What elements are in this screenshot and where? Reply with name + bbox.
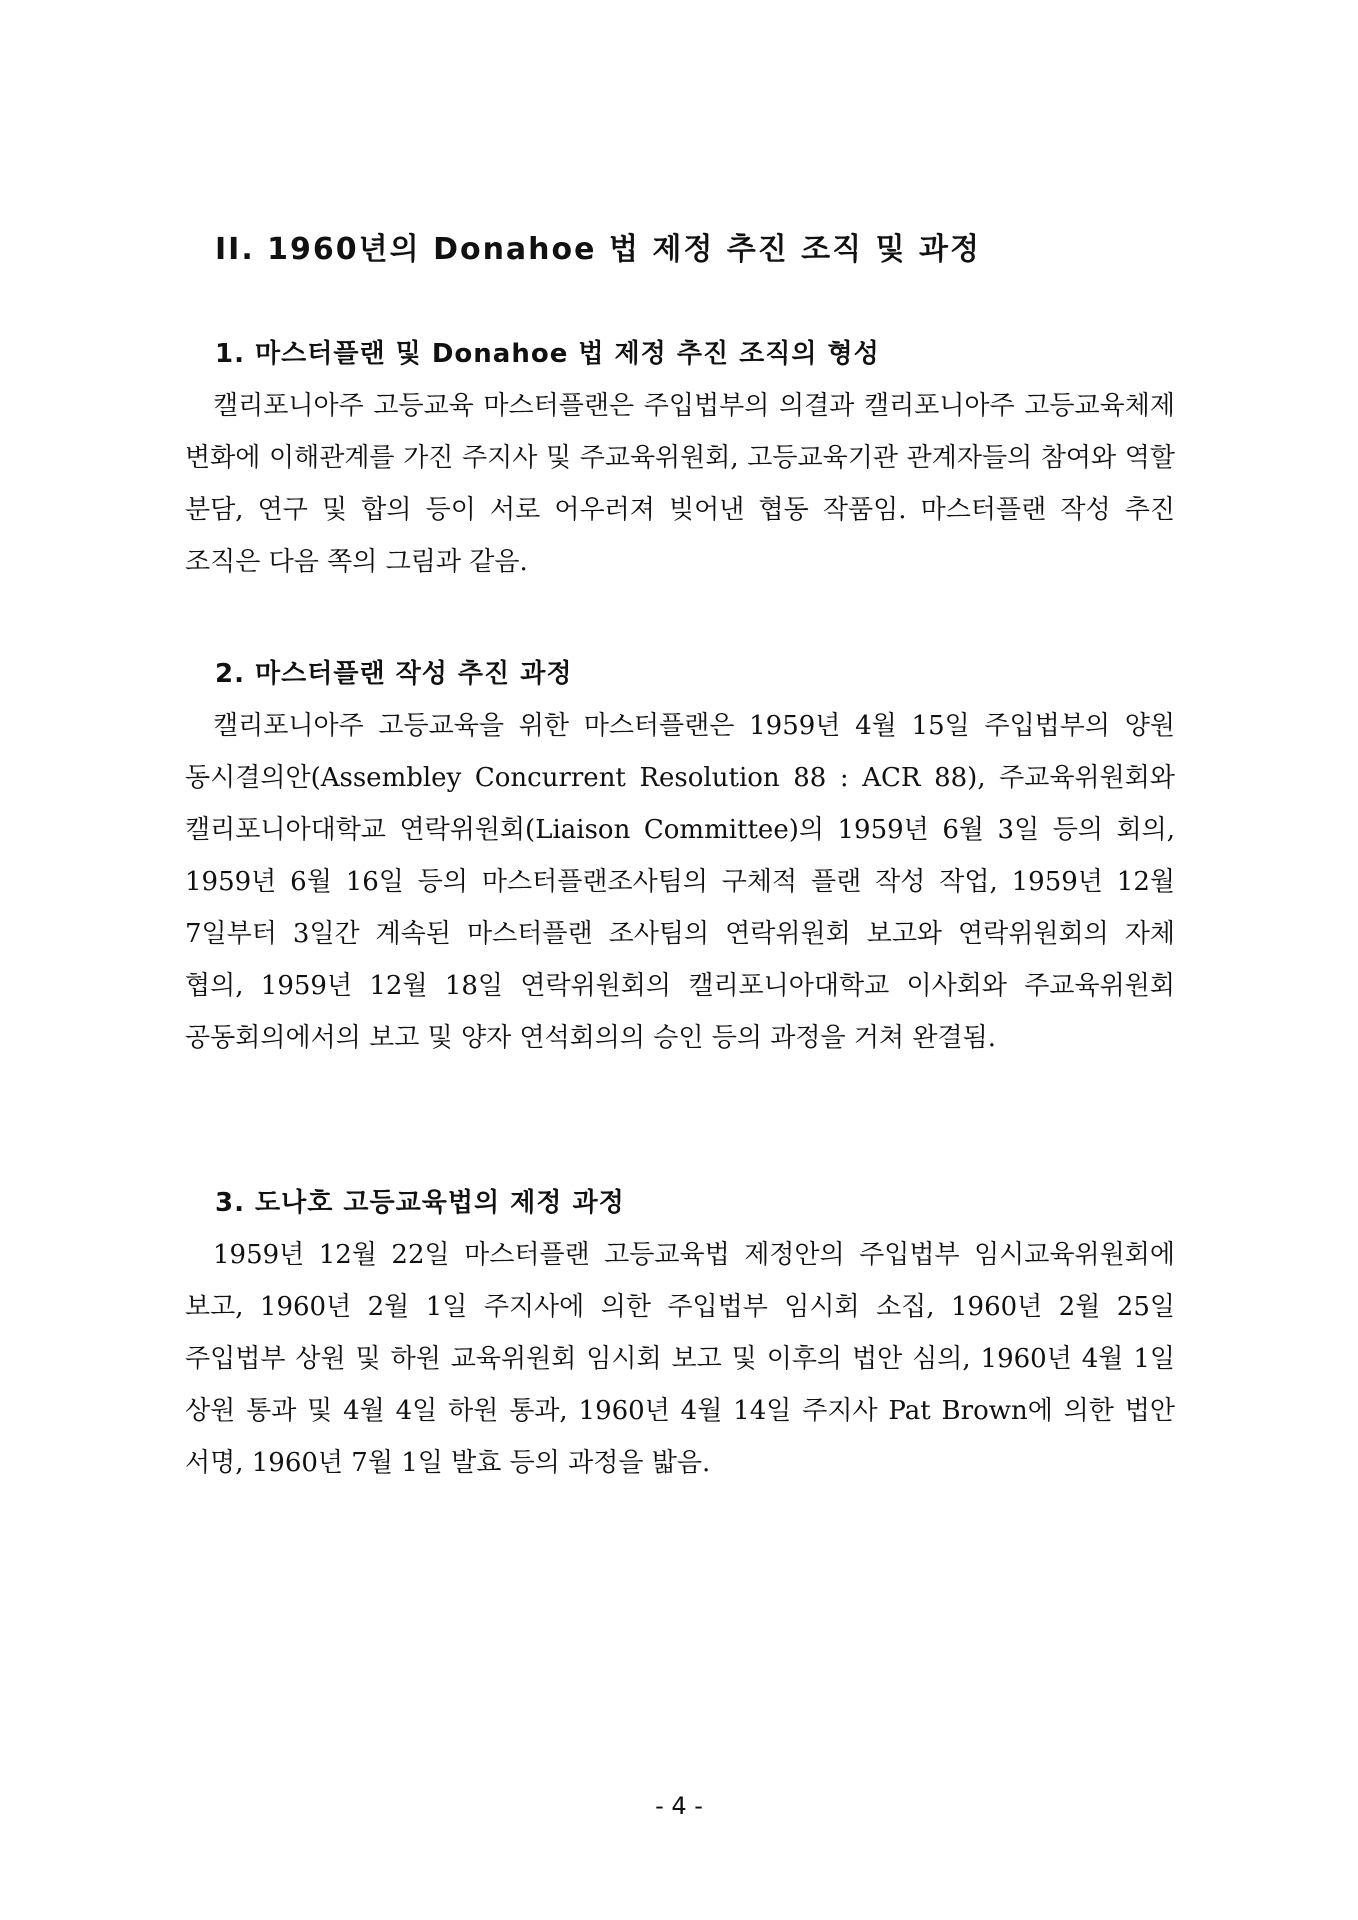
section-heading: 1. 마스터플랜 및 Donahoe 법 제정 추진 조직의 형성 xyxy=(215,339,880,369)
section-law-enactment xyxy=(185,1182,1175,1489)
section-body: 캘리포니아주 고등교육 마스터플랜은 주입법부의 의결과 캘리포니아주 고등교육체제 변화에 이해관계를 가진 주지사 및 주교육위원회, 고등교육기관 관계자들의 참여와 역할 분담, 연구 및 합의 등이 서로 어우러져 빚어낸 협동 작품임. 마스터플랜 작성 추진 조직은 다음 쪽의 그림과 같음. xyxy=(185,391,1175,577)
section-masterplan-process xyxy=(185,653,1175,1064)
section-body: 1959년 12월 22일 마스터플랜 고등교육법 제정안의 주입법부 임시교육위원회에 보고, 1960년 2월 1일 주지사에 의한 주입법부 임시회 소집, 1960년 2월 25일 주입법부 상원 및 하원 교육위원회 임시회 보고 및 이후의 법안 심의, 1960년 4월 1일 상원 통과 및 4월 4일 하원 통과, 1960년 4월 14일 주지사 Pat Brown에 의한 법안 서명, 1960년 7월 1일 발효 등의 과정을 밟음. xyxy=(185,1240,1175,1478)
section-heading: 2. 마스터플랜 작성 추진 과정 xyxy=(215,659,573,689)
section-body: 캘리포니아주 고등교육을 위한 마스터플랜은 1959년 4월 15일 주입법부의 양원 동시결의안(Assembley Concurrent Resolution 88 : ACR 88), 주교육위원회와 캘리포니아대학교 연락위원회(Liaison Committee)의 1959년 6월 3일 등의 회의, 1959년 6월 16일 등의 마스터플랜조사팀의 구체적 플랜 작성 작업, 1959년 12월 7일부터 3일간 계속된 마스터플랜 조사팀의 연락위원회 보고와 연락위원회의 자체 협의, 1959년 12월 18일 연락위원회의 캘리포니아대학교 이사회와 주교육위원회 공동회의에서의 보고 및 양자 연석회의의 승인 등의 과정을 거쳐 완결됨. xyxy=(185,711,1175,1053)
section-organization xyxy=(185,333,1175,588)
section-heading: 3. 도나호 고등교육법의 제정 과정 xyxy=(215,1188,625,1218)
page-number: - 4 - xyxy=(655,1792,703,1820)
chapter-title: II. 1960년의 Donahoe 법 제정 추진 조직 및 과정 xyxy=(215,232,981,267)
